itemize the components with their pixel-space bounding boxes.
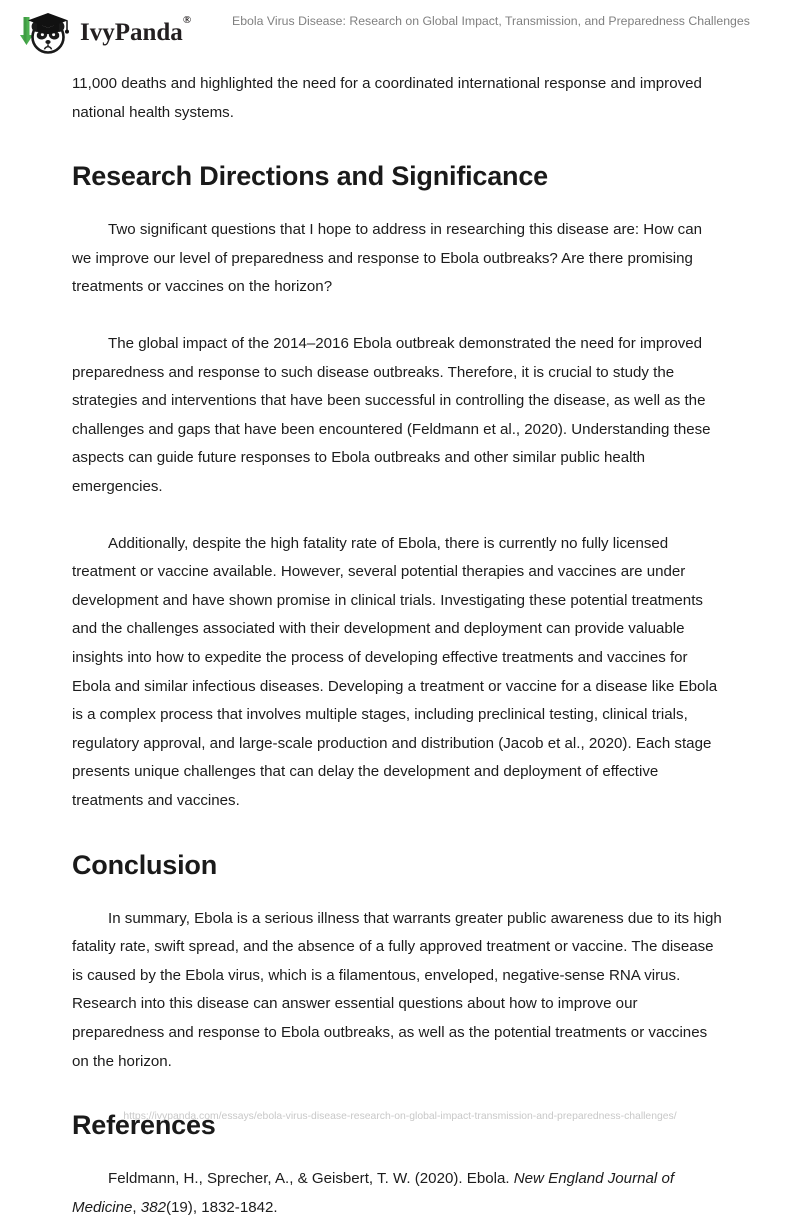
reference-comma: , [132,1198,141,1216]
spacer [72,502,724,530]
paragraph: The global impact of the 2014–2016 Ebola outbreak demonstrated the need for improved preparedness and response to such disease outbreaks. Therefore, it is crucial to study the strategies and interventions that have been successful in controlling the disease, as well as the challenges and gaps that have been encountered (Feldmann et al., 2020). Understanding these aspects can guide future responses to Ebola outbreaks and other similar public health emergencies. [72,335,711,495]
header-document-title: Ebola Virus Disease: Research on Global Impact, Transmission, and Preparedness Challenges [232,14,750,28]
spacer [72,302,724,330]
reference-authors-year-title: Feldmann, H., Sprecher, A., & Geisbert, T. W. (2020). Ebola. [108,1170,514,1188]
section-heading-references: References [72,1110,216,1141]
footer-source-url[interactable]: https://ivypanda.com/essays/ebola-virus-disease-research-on-global-impact-transmission-and-preparedness-challenges/ [123,1111,677,1122]
paragraph: In summary, Ebola is a serious illness that warrants greater public awareness due to its high fatality rate, swift spread, and the absence of a fully approved treatment or vaccine. The disease is caused by the Ebola virus, which is a filamentous, enveloped, negative-sense RNA virus. Research into this disease can answer essential questions about how to improve our preparedness and response to Ebola outbreaks, as well as the potential treatments or vaccines on the horizon. [72,909,722,1070]
reference-volume: 382 [140,1198,166,1216]
reference-issue-pages: (19), 1832-1842. [165,1198,278,1216]
brand-name [80,14,192,46]
reference-entry [72,1165,724,1222]
spacer [72,127,724,161]
page-footer [0,1106,800,1124]
spacer [72,881,724,905]
reference-journal: New England Journal of Medicine [72,1170,675,1216]
page-header [0,0,800,62]
paragraph: Two significant questions that I hope to address in researching this disease are: How can we improve our level of preparedness and response to Ebola outbreaks? Are there promising treatments or vaccines on the horizon? [72,221,703,296]
paragraph: Additionally, despite the high fatality rate of Ebola, there is currently no fully licensed treatment or vaccine available. However, several potential therapies and vaccines are under development and have shown promise in clinical trials. Investigating these potential treatments and the challenges associated with their development and deployment can provide valuable insights into how to expedite the process of developing effective treatments and vaccines for Ebola and similar infectious diseases. Developing a treatment or vaccine for a disease like Ebola is a complex process that involves multiple stages, including preclinical testing, clinical trials, regulatory approval, and large-scale production and distribution (Jacob et al., 2020). Each stage presents unique challenges that can delay the development and deployment of effective treatments and vaccines. [72,534,718,809]
spacer [72,816,724,850]
continued-paragraph: 11,000 deaths and highlighted the need for a coordinated international response and improved national health systems. [72,75,702,121]
section-heading-conclusion: Conclusion [72,849,217,880]
brand-logo-group[interactable] [16,5,191,57]
registered-trademark-icon: ® [182,14,192,27]
spacer [72,192,724,216]
brand-name-text: IvyPanda [80,18,183,46]
spacer [72,1141,724,1165]
section-heading-research-directions: Research Directions and Significance [72,161,548,192]
panda-graduation-cap-logo [16,5,74,57]
document-body [72,70,724,1222]
